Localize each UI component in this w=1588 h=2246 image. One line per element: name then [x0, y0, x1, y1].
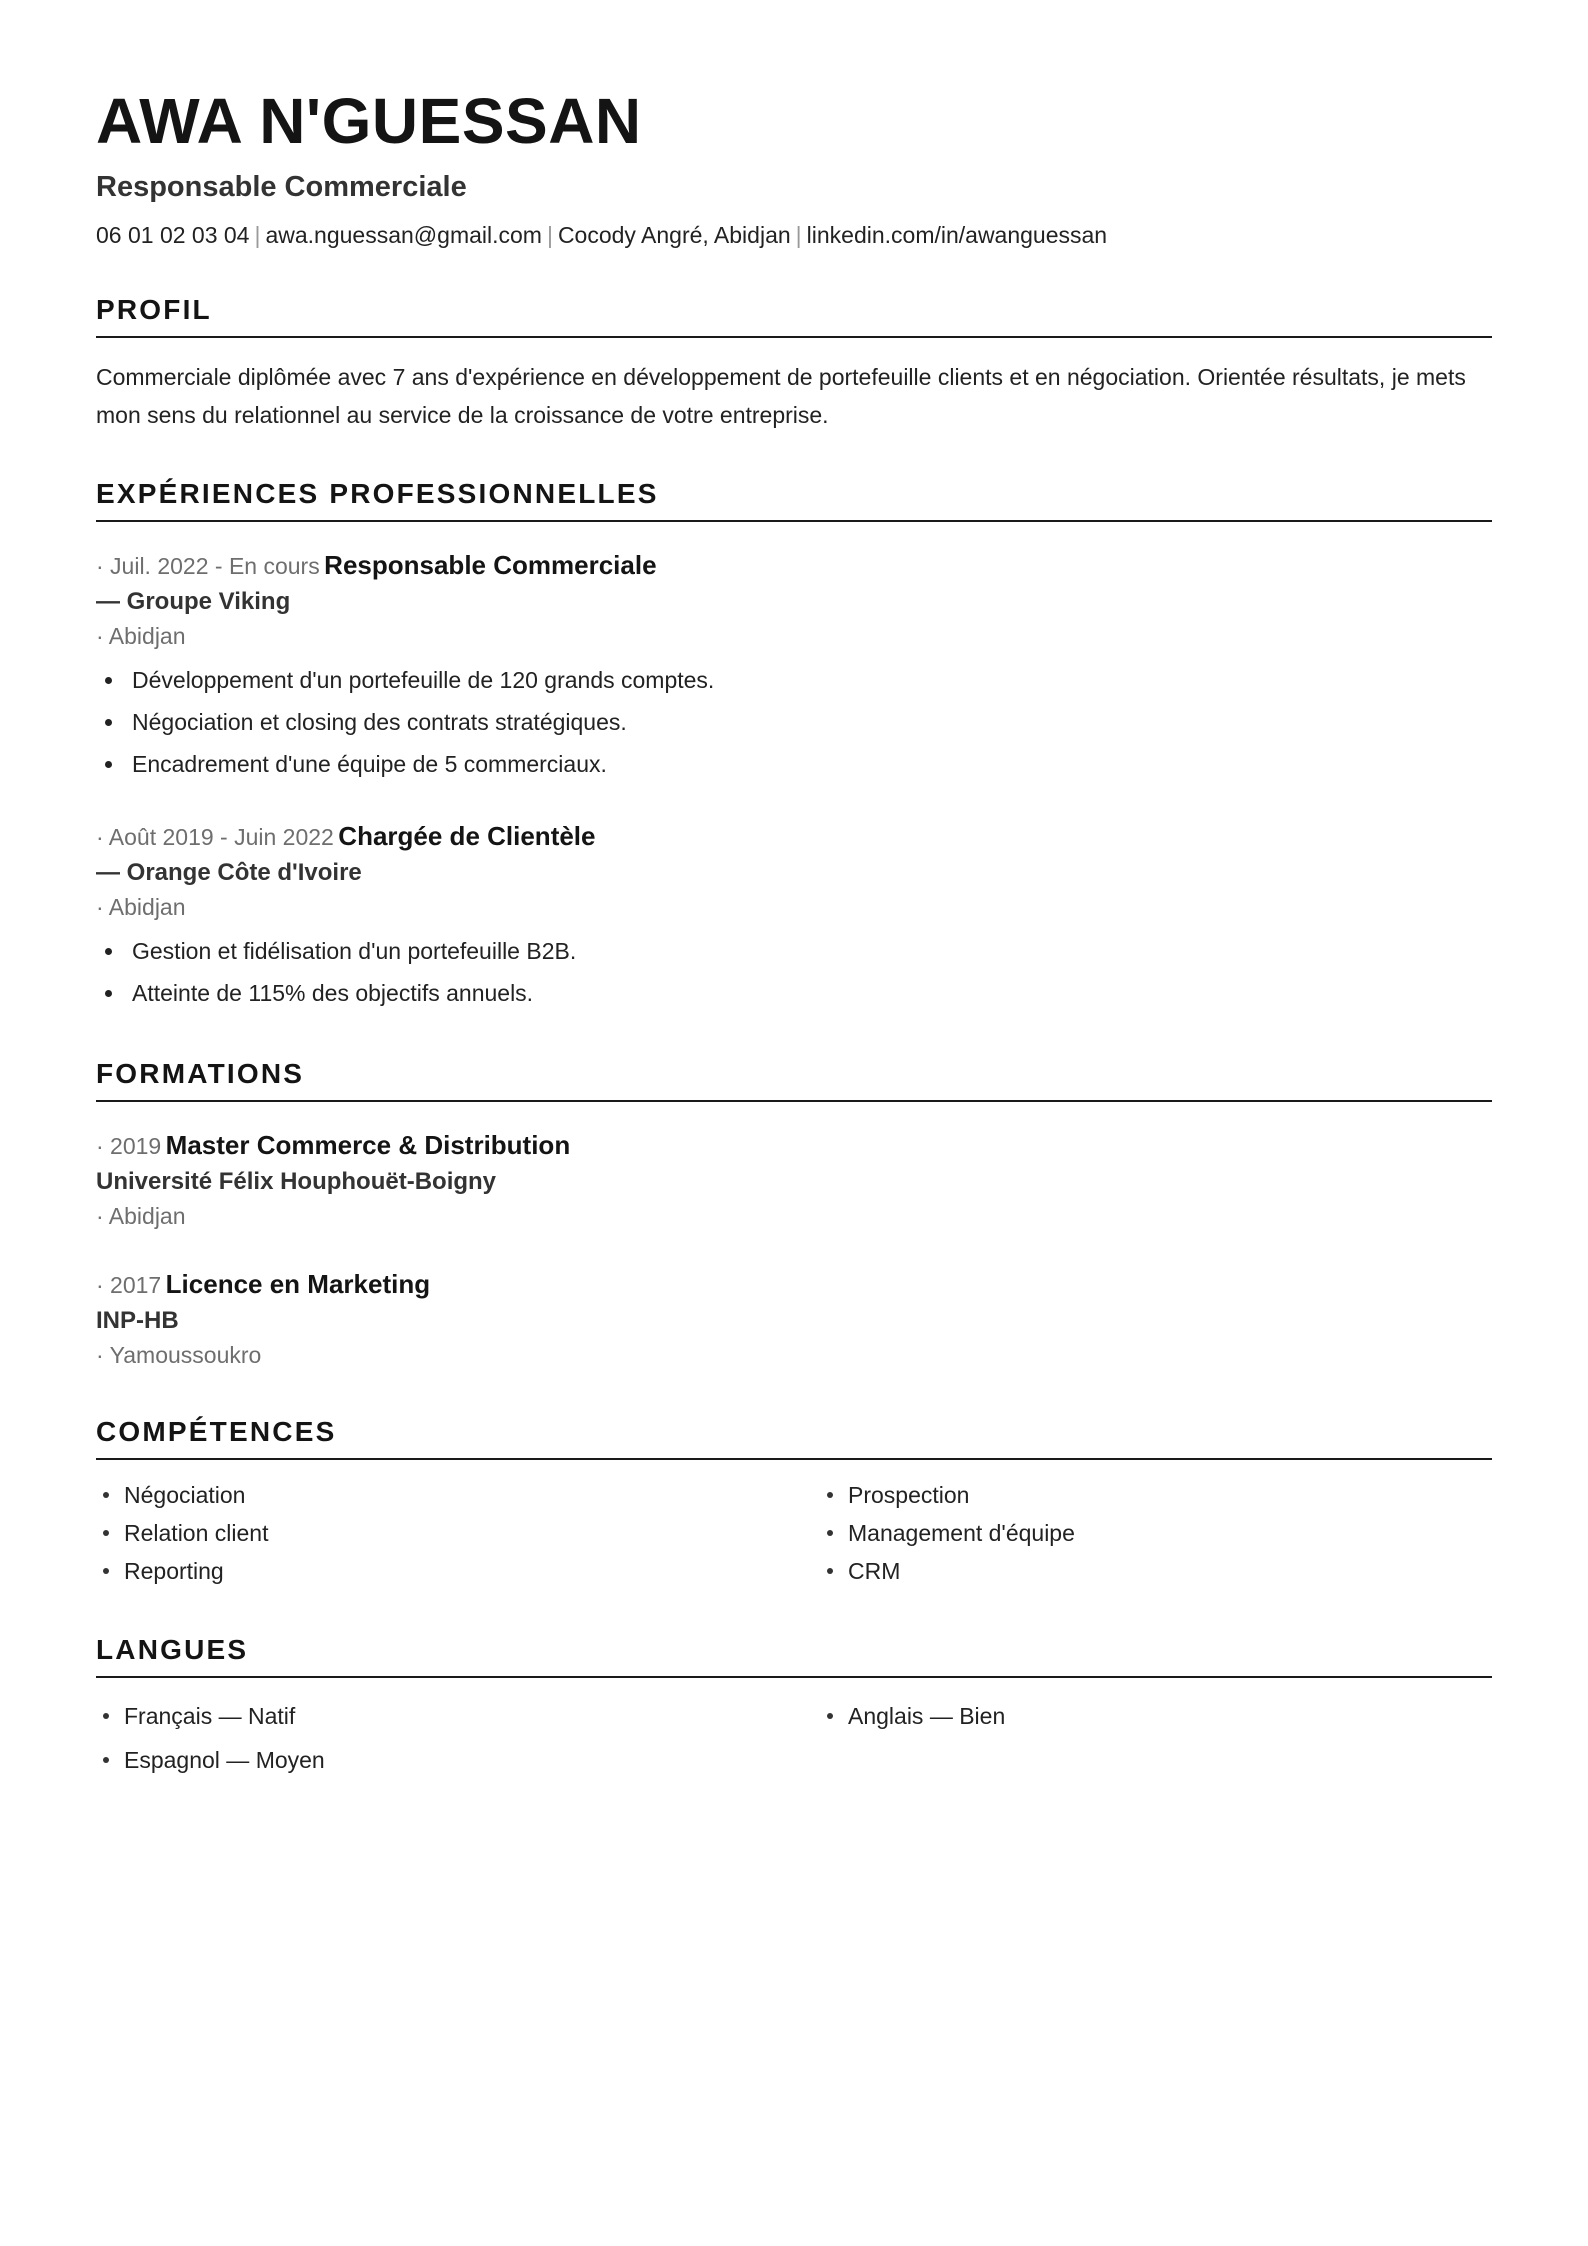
contact-separator: | [254, 222, 261, 248]
language-item [820, 1694, 1492, 1738]
experience-role: Responsable Commerciale [324, 550, 657, 580]
skill-item [820, 1552, 1492, 1590]
experience-entry [96, 548, 1492, 785]
experience-location: · Abidjan [96, 623, 186, 649]
bullet-text: Gestion et fidélisation d'un portefeuille B2B. [132, 938, 577, 964]
bullet-text: Atteinte de 115% des objectifs annuels. [132, 980, 534, 1006]
bullet-item [132, 659, 1492, 701]
skill-item [96, 1476, 820, 1514]
bullet-icon [103, 1568, 109, 1574]
education-degree: Master Commerce & Distribution [165, 1130, 571, 1160]
skill-item [96, 1514, 820, 1552]
experience-role: Chargée de Clientèle [338, 821, 596, 851]
section-title-languages: LANGUES [96, 1634, 1492, 1678]
education-entry [96, 1267, 1492, 1372]
bullet-icon [103, 1757, 109, 1763]
bullet-item [132, 930, 1492, 972]
skill-item [96, 1552, 820, 1590]
education-entry [96, 1128, 1492, 1233]
bullet-icon [827, 1713, 833, 1719]
bullet-icon [827, 1568, 833, 1574]
contact-linkedin: linkedin.com/in/awanguessan [806, 222, 1108, 248]
experience-section [96, 478, 1492, 1014]
bullet-item [132, 743, 1492, 785]
experience-bullets [96, 930, 1492, 1014]
contact-line [96, 220, 1492, 250]
experience-bullets [96, 659, 1492, 785]
bullet-item [132, 972, 1492, 1014]
skill-text: Négociation [124, 1482, 246, 1508]
contact-separator: | [546, 222, 553, 248]
education-location: · Abidjan [96, 1203, 186, 1229]
experience-location: · Abidjan [96, 894, 186, 920]
bullet-icon [105, 948, 112, 955]
experience-entry [96, 819, 1492, 1014]
education-degree: Licence en Marketing [165, 1269, 431, 1299]
skills-section [96, 1416, 1492, 1590]
skill-text: Management d'équipe [848, 1520, 1075, 1546]
language-item [96, 1694, 820, 1738]
section-title-experience: EXPÉRIENCES PROFESSIONNELLES [96, 478, 1492, 522]
bullet-icon [827, 1492, 833, 1498]
language-item [96, 1738, 820, 1782]
bullet-icon [105, 990, 112, 997]
bullet-icon [103, 1492, 109, 1498]
section-title-education: FORMATIONS [96, 1058, 1492, 1102]
language-text: Français — Natif [124, 1703, 296, 1729]
languages-section [96, 1634, 1492, 1782]
experience-company: — Groupe Viking [96, 588, 291, 615]
profile-summary: Commerciale diplômée avec 7 ans d'expérience en développement de portefeuille clients et en négociation. Orientée résultats, je mets mon sens du relationnel au service de la croissance de votre entreprise. [96, 364, 1466, 428]
bullet-icon [105, 719, 112, 726]
candidate-name: AWA N'GUESSAN [96, 85, 642, 157]
candidate-headline: Responsable Commerciale [96, 171, 467, 203]
bullet-icon [105, 677, 112, 684]
bullet-icon [103, 1713, 109, 1719]
contact-phone: 06 01 02 03 04 [96, 222, 250, 248]
skill-item [820, 1514, 1492, 1552]
resume-header [96, 84, 1492, 250]
bullet-icon [103, 1530, 109, 1536]
bullet-icon [105, 761, 112, 768]
language-text: Espagnol — Moyen [124, 1747, 325, 1773]
experience-company: — Orange Côte d'Ivoire [96, 859, 362, 886]
skill-text: Prospection [848, 1482, 970, 1508]
language-text: Anglais — Bien [848, 1703, 1006, 1729]
bullet-text: Négociation et closing des contrats stratégiques. [132, 709, 627, 735]
languages-list [96, 1694, 1492, 1782]
education-school: Université Félix Houphouët-Boigny [96, 1168, 497, 1195]
section-title-skills: COMPÉTENCES [96, 1416, 1492, 1460]
bullet-text: Encadrement d'une équipe de 5 commerciaux. [132, 751, 607, 777]
education-location: · Yamoussoukro [96, 1342, 262, 1368]
skills-list [96, 1476, 1492, 1590]
bullet-text: Développement d'un portefeuille de 120 grands comptes. [132, 667, 715, 693]
contact-email: awa.nguessan@gmail.com [265, 222, 542, 248]
education-year: · 2019 [96, 1133, 162, 1159]
skill-text: CRM [848, 1558, 901, 1584]
education-school: INP-HB [96, 1307, 179, 1334]
profile-section [96, 294, 1492, 434]
experience-dates: · Août 2019 - Juin 2022 [96, 824, 334, 850]
bullet-icon [827, 1530, 833, 1536]
education-section [96, 1058, 1492, 1372]
section-title-profile: PROFIL [96, 294, 1492, 338]
contact-location: Cocody Angré, Abidjan [557, 222, 791, 248]
skill-item [820, 1476, 1492, 1514]
skill-text: Reporting [124, 1558, 224, 1584]
contact-separator: | [795, 222, 802, 248]
experience-dates: · Juil. 2022 - En cours [96, 553, 320, 579]
skill-text: Relation client [124, 1520, 269, 1546]
education-year: · 2017 [96, 1272, 162, 1298]
bullet-item [132, 701, 1492, 743]
